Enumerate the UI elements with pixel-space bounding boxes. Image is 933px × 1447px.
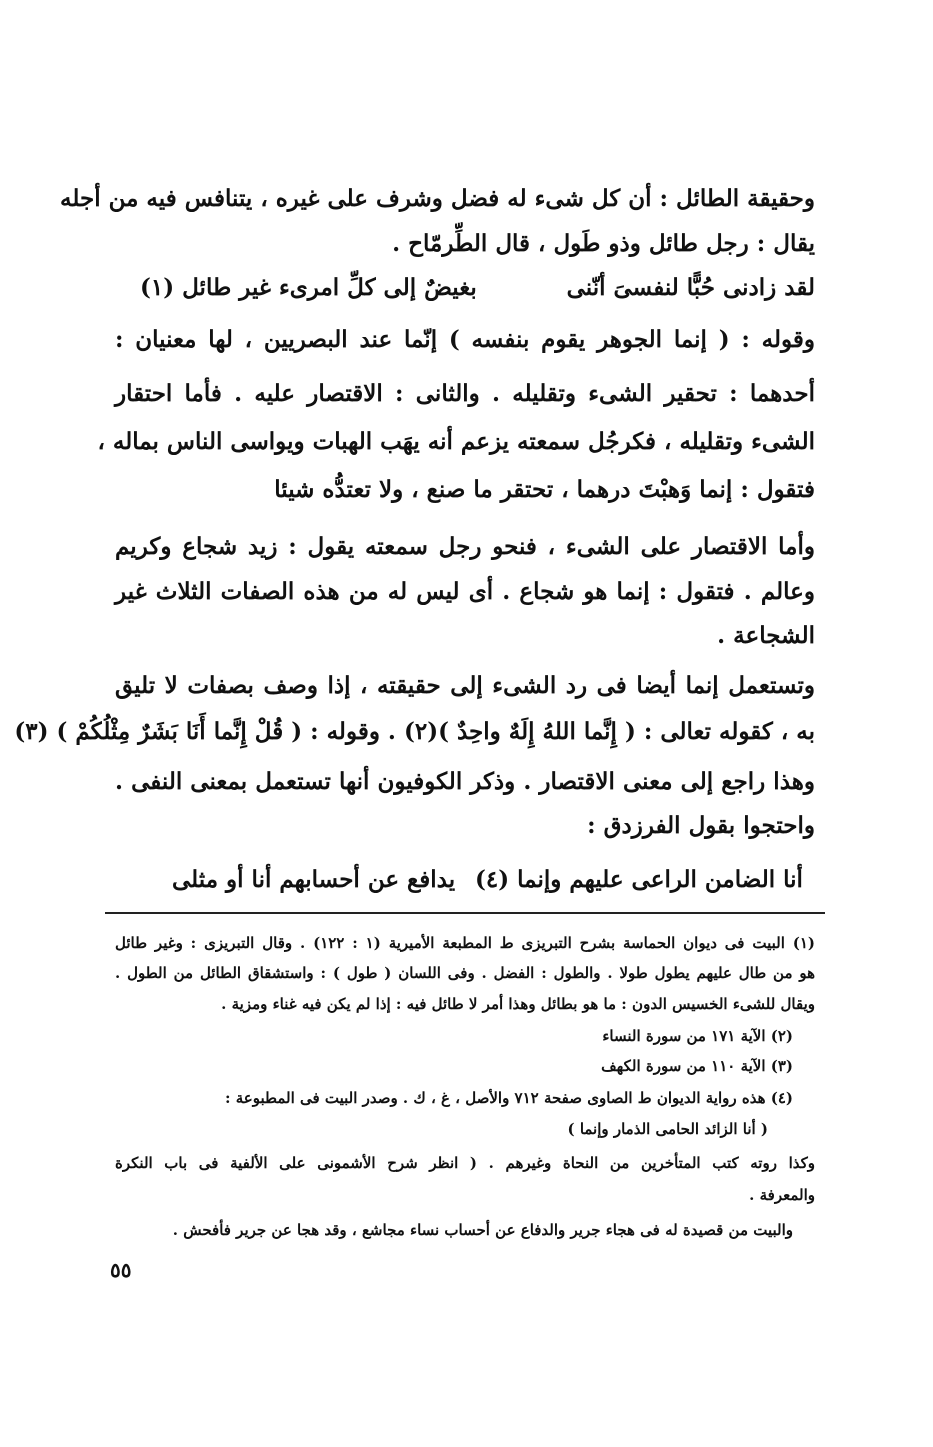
body-line-6: فتقول : إنما وَهبْتَ درهما ، تحتقر ما صنع ، ولا تعتدُّه شيئا: [274, 476, 815, 503]
body-line-1: وحقيقة الطائل : أن كل شىء له فضل وشرف على غيره ، يتنافس فيه من أجله: [60, 185, 815, 212]
body-line-3: وقوله : ( إنما الجوهر يقوم بنفسه ) إنّما عند البصريين ، لها معنيان :: [115, 326, 815, 353]
footnote-2: (٢) الآية ١٧١ من سورة النساء: [602, 1027, 793, 1045]
footnote-4-line-1: (٤) هذه رواية الديوان ط الصاوى صفحة ٧١٢ والأصل ، غ ، ك . وصدر البيت فى المطبوعة :: [225, 1089, 793, 1107]
footnote-4-line-5: والبيت من قصيدة له فى هجاء جرير والدفاع عن أحساب نساء مجاشع ، وقد هجا عن جرير فأفحش .: [172, 1221, 793, 1239]
footnote-4-line-2: ( أنا الزائد الحامى الذمار وإنما ): [567, 1120, 768, 1138]
footnote-separator: [105, 912, 825, 914]
body-line-2: يقال : رجل طائل وذو طَول ، قال الطِّرمّاح .: [392, 230, 815, 257]
body-line-11: به ، كقوله تعالى : ( إِنَّما اللهُ إِلَهٌ واحِدٌ )(٢) . وقوله : ( قُلْ إِنَّما أَنَا بَشَرٌ مِثْلُكُمْ ) (٣): [14, 718, 815, 745]
page-number: ٥٥: [110, 1258, 132, 1282]
verse-1-second-hemistich: بغيضٌ إلى كلِّ امرىء غير طائل (١): [140, 274, 477, 301]
footnote-4-line-3: وكذا روته كتب المتأخرين من النحاة وغيرهم . ( انظر شرح الأشمونى على الألفية فى باب النكرة: [115, 1154, 815, 1172]
footnote-4-line-4: والمعرفة .: [749, 1186, 815, 1204]
footnote-1-line-1: (١) البيت فى ديوان الحماسة بشرح التبريزى ط المطبعة الأميرية (١ : ١٢٢) . وقال التبريزى : وغير طائل: [115, 934, 816, 952]
body-line-9: الشجاعة .: [717, 622, 815, 649]
body-line-7: وأما الاقتصار على الشىء ، فنحو رجل سمعته يقول : زيد شجاع وكريم: [115, 533, 815, 560]
body-line-5: الشىء وتقليله ، فكرجُل سمعته يزعم أنه يهَب الهبات ويواسى الناس بماله ،: [97, 428, 815, 455]
footnote-1-line-2: هو من طال عليهم يطول طولا . والطول : الفضل . وفى اللسان ( طول ) : واستشقاق الطائل من الطول .: [115, 964, 815, 982]
verse-2-first-hemistich: أنا الضامن الراعى عليهم وإنما (٤): [475, 866, 803, 893]
body-line-8: وعالم . فتقول : إنما هو شجاع . أى ليس له من هذه الصفات الثلاث غير: [115, 578, 815, 605]
footnote-3: (٣) الآية ١١٠ من سورة الكهف: [601, 1057, 793, 1075]
body-line-4: أحدهما : تحقير الشىء وتقليله . والثانى : الاقتصار عليه . فأما احتقار: [115, 380, 815, 407]
body-line-13: واحتجوا بقول الفرزدق :: [587, 812, 815, 839]
verse-2-second-hemistich: يدافع عن أحسابهم أنا أو مثلى: [172, 866, 456, 893]
footnote-1-line-3: ويقال للشىء الخسيس الدون : ما هو بطائل وهذا أمر لا طائل فيه : إذا لم يكن فيه غناء ومزية .: [221, 995, 815, 1013]
body-line-10: وتستعمل إنما أيضا فى رد الشىء إلى حقيقته ، إذا وصف بصفات لا تليق: [115, 672, 815, 699]
verse-1-first-hemistich: لقد زادنى حُبًّا لنفسىَ أنّنى: [566, 274, 815, 301]
body-line-12: وهذا راجع إلى معنى الاقتصار . وذكر الكوفيون أنها تستعمل بمعنى النفى .: [115, 768, 815, 795]
